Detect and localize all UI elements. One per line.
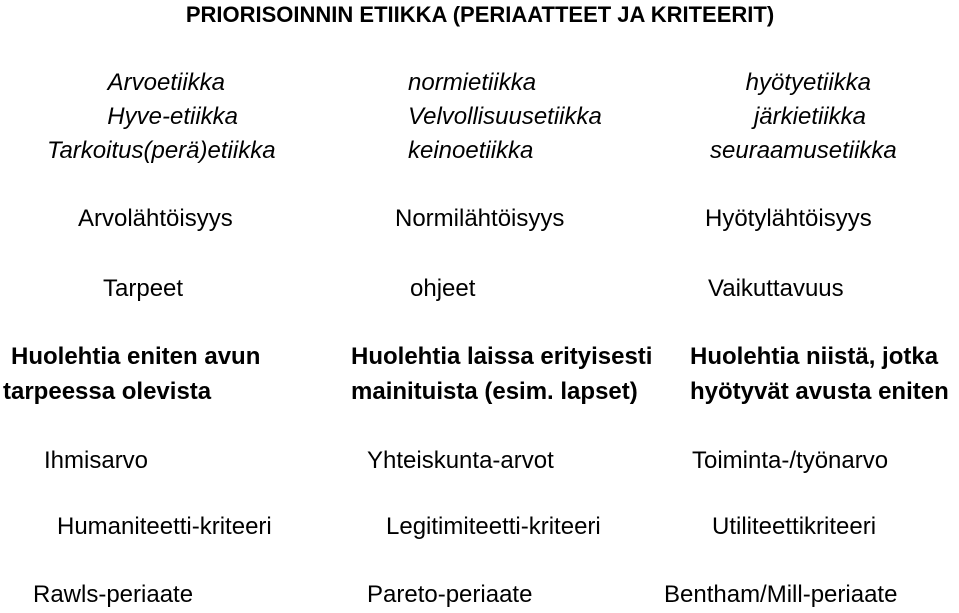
- middle-ethics-3: keinoetiikka: [408, 137, 534, 164]
- middle-care-line-1: Huolehtia laissa erityisesti: [351, 343, 653, 370]
- left-basis: Arvolähtöisyys: [78, 205, 233, 232]
- left-value: Ihmisarvo: [44, 447, 149, 474]
- middle-ethics-1: normietiikka: [408, 69, 537, 96]
- page-title: PRIORISOINNIN ETIIKKA (PERIAATTEET JA KRITEERIT): [185, 2, 775, 27]
- middle-value: Yhteiskunta-arvot: [367, 447, 554, 474]
- right-principle: Bentham/Mill-periaate: [664, 581, 898, 608]
- left-principle: Rawls-periaate: [33, 581, 194, 608]
- right-care-line-1: Huolehtia niistä, jotka: [690, 343, 939, 370]
- right-value: Toiminta-/työnarvo: [692, 447, 889, 474]
- middle-ethics-2: Velvollisuusetiikka: [408, 103, 602, 130]
- right-ethics-2: järkietiikka: [753, 103, 866, 130]
- left-focus: Tarpeet: [103, 275, 184, 302]
- left-ethics-3: Tarkoitus(perä)etiikka: [47, 137, 276, 164]
- right-ethics-1: hyötyetiikka: [745, 69, 871, 96]
- middle-principle: Pareto-periaate: [367, 581, 533, 608]
- middle-basis: Normilähtöisyys: [395, 205, 565, 232]
- right-focus: Vaikuttavuus: [708, 275, 844, 302]
- middle-care-line-2: mainituista (esim. lapset): [351, 378, 638, 405]
- left-ethics-1: Arvoetiikka: [107, 69, 225, 96]
- right-ethics-3: seuraamusetiikka: [710, 137, 897, 164]
- right-basis: Hyötylähtöisyys: [705, 205, 872, 232]
- right-criterion: Utiliteettikriteeri: [712, 513, 877, 540]
- left-care-line-2: tarpeessa olevista: [3, 378, 212, 405]
- right-care-line-2: hyötyvät avusta eniten: [690, 378, 949, 405]
- left-criterion: Humaniteetti-kriteeri: [57, 513, 272, 540]
- middle-focus: ohjeet: [410, 275, 476, 302]
- left-care-line-1: Huolehtia eniten avun: [11, 343, 261, 370]
- left-ethics-2: Hyve-etiikka: [107, 103, 238, 130]
- middle-criterion: Legitimiteetti-kriteeri: [386, 513, 601, 540]
